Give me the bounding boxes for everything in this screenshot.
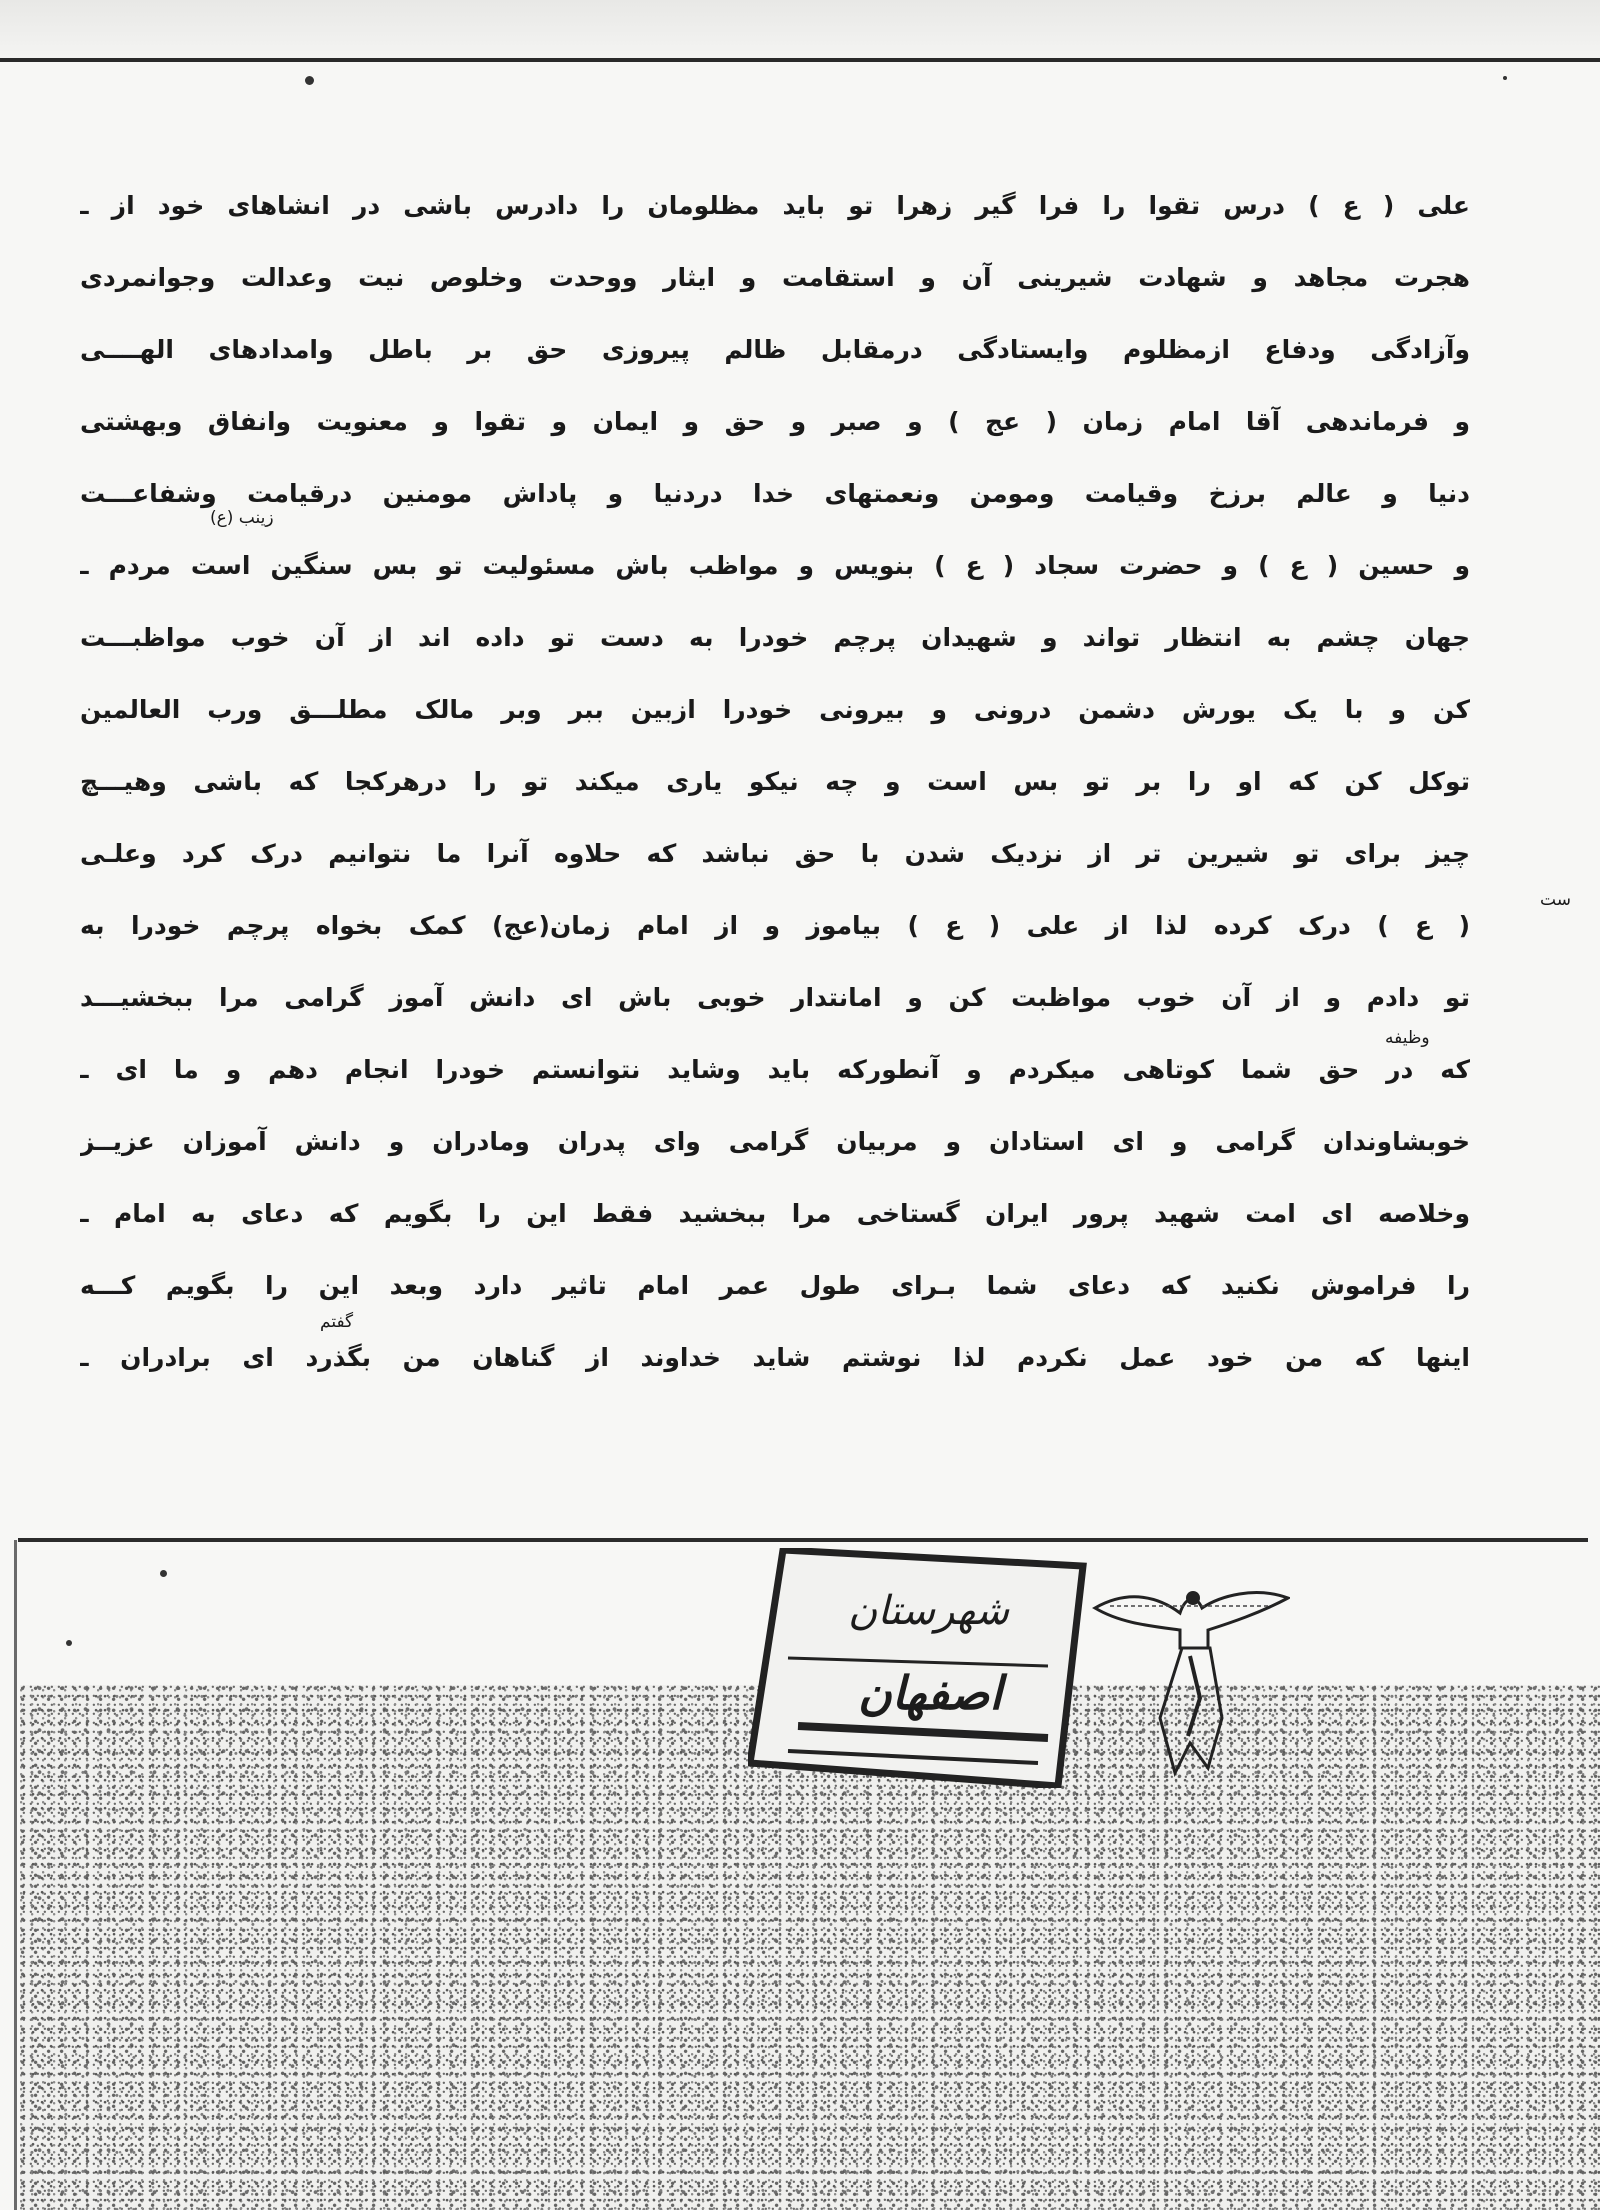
ink-speck <box>66 1640 72 1646</box>
interlinear-note-zeinab: زینب (ع) <box>210 508 274 528</box>
city-stamp <box>748 1548 1088 1788</box>
stamp-city-label: شهرستان <box>848 1588 1010 1634</box>
letter-line: دنیا و عالم برزخ وقیامت ومومن ونعمتهای خدا دردنیا و پاداش مومنین درقیامت وشفاعـــت <box>80 479 1470 508</box>
letter-line: جهان چشم به انتظار تواند و شهیدان پرچم خودرا به دست تو داده اند از آن خوب مواظبـــت <box>80 623 1470 652</box>
ink-speck <box>160 1570 167 1577</box>
letter-line: و فرماندهی آقا امام زمان ( عج ) و صبر و حق و ایمان و تقوا و معنویت وانفاق وبهشتی <box>80 407 1470 436</box>
letter-line: را فراموش نکنید که دعای شما بـرای طول عمر امام تاثیر دارد وبعد این را بگویم کـــه <box>80 1271 1470 1300</box>
letter-line: تو دادم و از آن خوب مواظبت کن و امانتدار خوبی باش ای دانش آموز گرامی مرا ببخشیـــد <box>80 983 1470 1012</box>
letter-line: اینها که من خود عمل نکردم لذا نوشتم شاید خداوند از گناهان من بگذرد ای برادران ـ <box>80 1343 1470 1372</box>
section-divider <box>18 1538 1588 1542</box>
letter-line: که در حق شما کوتاهی میکردم و آنطورکه باید وشاید نتوانستم خودرا انجام دهم و ما ای ـ <box>80 1055 1470 1084</box>
letter-line: وخلاصه ای امت شهید پرور ایران گستاخی مرا ببخشید فقط این را بگویم که دعای به امام ـ <box>80 1199 1470 1228</box>
stamp-city-name: اصفهان <box>858 1666 1003 1720</box>
left-margin-line <box>14 1540 17 2210</box>
eagle-emblem-icon <box>1090 1568 1290 1788</box>
ink-speck <box>305 76 314 85</box>
letter-line: وآزادگی ودفاع ازمظلوم وایستادگی درمقابل ظالم پیروزی حق بر باطل وامدادهای الهــــی <box>80 335 1470 364</box>
page-top-edge <box>0 0 1600 62</box>
letter-line: کن و با یک یورش دشمن درونی و بیرونی خودرا ازبین ببر وبر مالک مطلـــق ورب العالمین <box>80 695 1470 724</box>
letter-line: چیز برای تو شیرین تر از نزدیک شدن با حق نباشد که حلاوه آنرا ما نتوانیم درک کرد وعلـی <box>80 839 1470 868</box>
letter-line: هجرت مجاهد و شهادت شیرینی آن و استقامت و ایثار ووحدت وخلوص نیت وعدالت وجوانمردی <box>80 263 1470 292</box>
letter-line: توکل کن که او را بر تو بس است و چه نیکو یاری میکند تو را درهرکجا که باشی وهیـــچ <box>80 767 1470 796</box>
interlinear-note-goftam: گفتم <box>320 1312 354 1332</box>
letter-line: خوبشاوندان گرامی و ای استادان و مربیان گرامی وای پدران ومادران و دانش آموزان عزیــز <box>80 1127 1470 1156</box>
letter-line: علی ( ع ) درس تقوا را فرا گیر زهرا تو باید مظلومان را دادرس باشی در انشاهای خود از ـ <box>80 191 1470 220</box>
ink-speck <box>1503 76 1507 80</box>
letter-line: ( ع ) درک کرده لذا از علی ( ع ) بیاموز و از امام زمان(عج) کمک بخواه پرچم خودرا به <box>80 911 1470 940</box>
letter-line: و حسین ( ع ) و حضرت سجاد ( ع ) بنویس و مواظب باش مسئولیت تو بس سنگین است مردم ـ <box>80 551 1470 580</box>
interlinear-note-vazifeh: وظیفه <box>1385 1028 1430 1048</box>
interlinear-note-sent: ست <box>1540 890 1571 910</box>
letter-body <box>80 170 1470 1394</box>
